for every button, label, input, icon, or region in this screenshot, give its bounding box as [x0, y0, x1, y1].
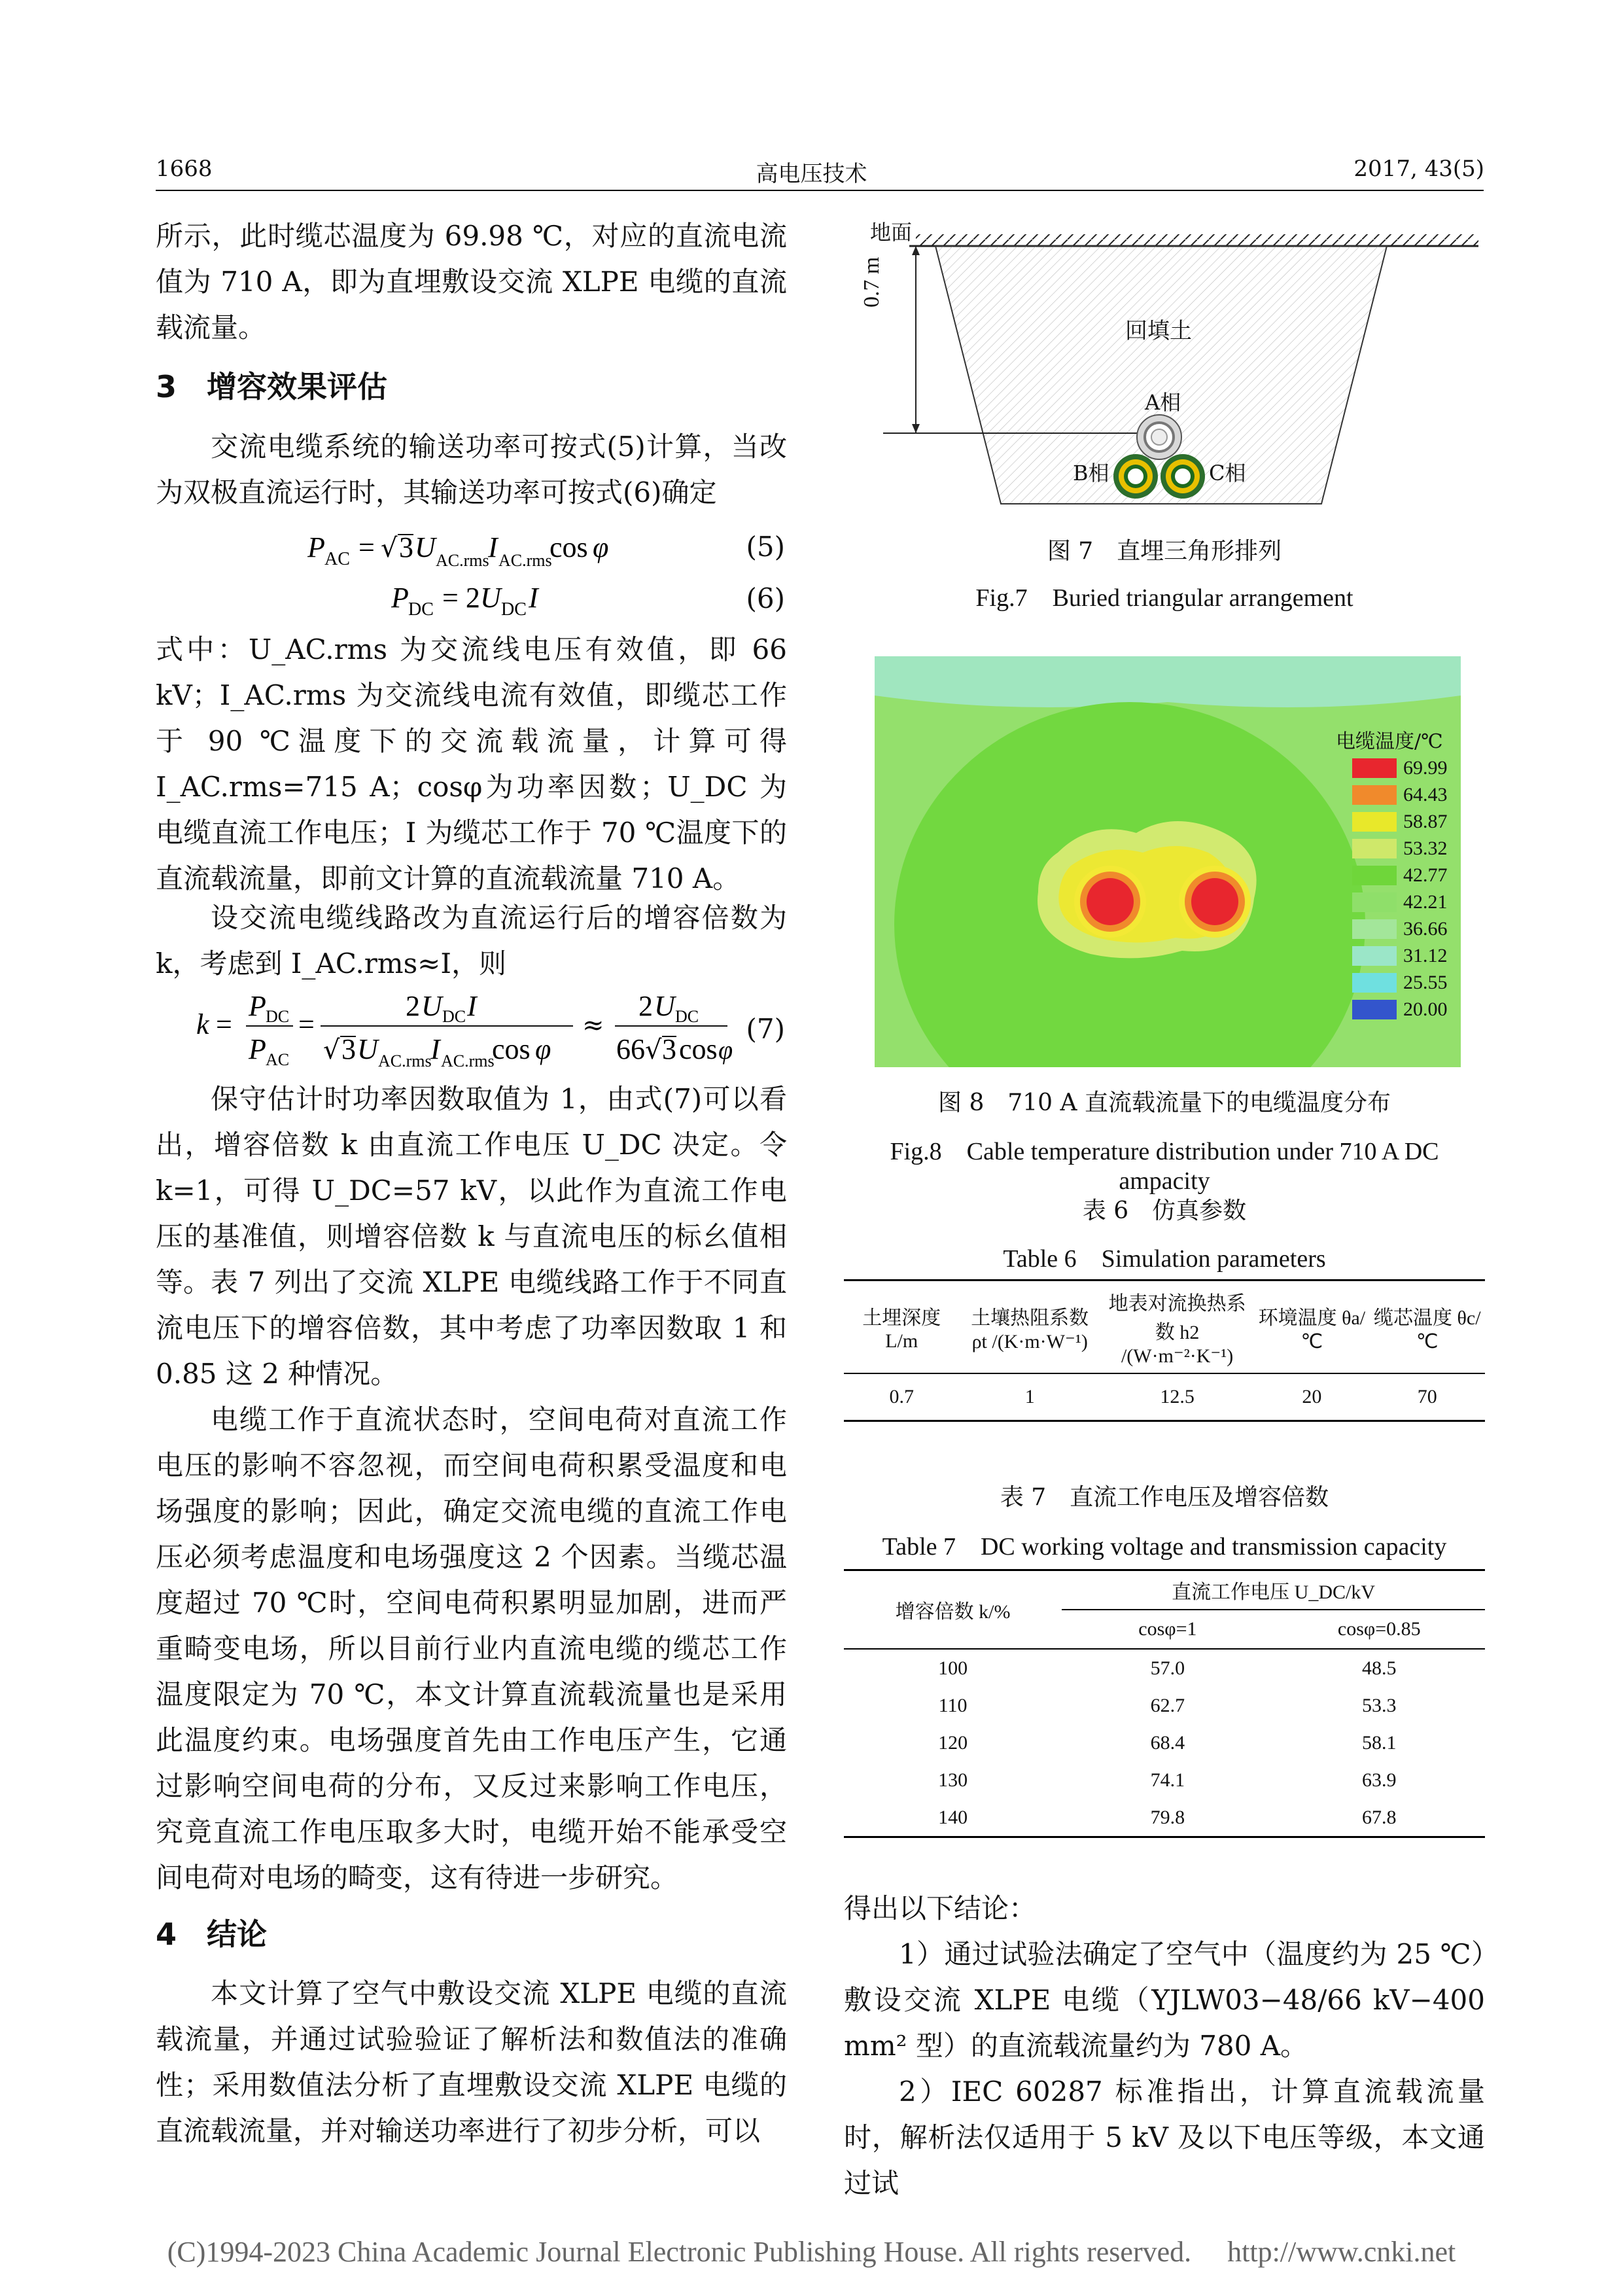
- cable-c: [1161, 454, 1205, 499]
- svg-text:≈: ≈: [582, 1010, 604, 1040]
- table6-header-resistivity: 土壤热阻系数 ρt /(K·m·W⁻¹): [971, 1307, 1089, 1352]
- left-column: [156, 213, 787, 351]
- svg-text:cos: cos: [550, 531, 588, 563]
- svg-text:AC.rms: AC.rms: [436, 551, 489, 570]
- svg-text:P: P: [391, 582, 409, 614]
- svg-text:3: 3: [399, 531, 413, 563]
- para-s3-1: 交流电缆系统的输送功率可按式(5)计算，当改为双极直流运行时，其输送功率可按式(6)确定: [156, 431, 787, 508]
- legend-swatch: [1352, 973, 1397, 993]
- table6-cell-convection: 12.5: [1160, 1386, 1195, 1407]
- svg-text:√: √: [323, 1035, 340, 1065]
- svg-text:I: I: [467, 990, 477, 1022]
- legend-value: 25.55: [1403, 971, 1448, 993]
- page-number: 1668: [156, 156, 213, 182]
- legend-value: 53.32: [1403, 837, 1448, 859]
- legend-entry: [1352, 942, 1448, 969]
- legend-value: 69.99: [1403, 756, 1448, 779]
- equation-6: [391, 576, 785, 622]
- table-row: [844, 1761, 1485, 1799]
- section-4-title: 4 结论: [156, 1916, 268, 1952]
- table6-header-core: 缆芯温度 θc/℃: [1374, 1307, 1481, 1352]
- equation-5-render: [307, 525, 785, 571]
- svg-text:cos: cos: [679, 1033, 718, 1065]
- svg-text:DC: DC: [266, 1007, 290, 1026]
- svg-text:U: U: [357, 1033, 378, 1065]
- legend-entry: [1352, 862, 1448, 889]
- table-cell: 120: [938, 1731, 968, 1754]
- para-conclusion: 本文计算了空气中敷设交流 XLPE 电缆的直流载流量，并通过试验验证了解析法和数值法的准确性；采用数值法分析了直埋敷设交流 XLPE 电缆的直流载流量，并对输送功率进行了初步分析，可以: [156, 1977, 787, 2147]
- legend-value: 42.77: [1403, 864, 1448, 886]
- legend-swatch: [1352, 1000, 1397, 1019]
- svg-text:= 2: = 2: [442, 582, 480, 614]
- legend-entry: [1352, 835, 1448, 862]
- svg-text:AC: AC: [324, 549, 350, 569]
- table-cell: 79.8: [1150, 1806, 1185, 1828]
- legend-swatch: [1352, 866, 1397, 885]
- para-space-charge: 电缆工作于直流状态时，空间电荷对直流工作电压的影响不容忽视，而空间电荷积累受温度和电场强度的影响；因此，确定交流电缆的直流工作电压必须考虑温度和电场强度这 2 个因素。当缆芯温度超过 70 ℃时，空间电荷积累明显加剧，进而严重畸变电场，所以目前行业内直流电缆的缆芯工作温度限定为 70 ℃，本文计算直流载流量也是采用此温度约束。电场强度首先由工作电压产生，它通过影响空间电荷的分布，又反过来影响工作电压，究竟直流工作电压取多大时，电缆开始不能承受空间电荷对电场的畸变，这有待进一步研究。: [156, 1404, 787, 1894]
- legend-value: 31.12: [1403, 944, 1448, 966]
- issue-info: 2017, 43(5): [1353, 156, 1484, 182]
- fig7-caption-en: Fig.7 Buried triangular arrangement: [975, 584, 1353, 612]
- legend-swatch: [1352, 919, 1397, 939]
- legend: [1352, 754, 1448, 1023]
- journal-name: 高电压技术: [756, 161, 867, 187]
- svg-text:3: 3: [341, 1033, 356, 1065]
- legend-swatch: [1352, 892, 1397, 912]
- svg-text:DC: DC: [408, 599, 434, 620]
- svg-text:AC: AC: [266, 1050, 290, 1069]
- equation-7-number: (7): [746, 1013, 785, 1045]
- equation-7-render: [196, 981, 733, 1073]
- svg-text:φ: φ: [593, 531, 609, 563]
- legend-entry: [1352, 754, 1448, 781]
- table-cell: 53.3: [1362, 1694, 1397, 1716]
- svg-text:2: 2: [406, 990, 420, 1022]
- table-cell: 57.0: [1150, 1657, 1185, 1679]
- table7-body: [844, 1650, 1485, 1836]
- table-cell: 130: [938, 1769, 968, 1791]
- equation-6-render: [391, 576, 653, 622]
- svg-text:=: =: [216, 1008, 232, 1040]
- svg-text:√: √: [645, 1035, 662, 1065]
- svg-text:DC: DC: [501, 599, 527, 620]
- svg-text:φ: φ: [535, 1033, 551, 1065]
- table7-header-cos1: cosφ=1: [1138, 1618, 1197, 1640]
- para-where: 式中：U_AC.rms 为交流线电压有效值，即 66 kV；I_AC.rms 为交流线电流有效值，即缆芯工作于 90 ℃温度下的交流载流量，计算可得 I_AC.rms=715 A；cosφ为功率因数；U_DC 为电缆直流工作电压；I 为缆芯工作于 70 ℃温度下的直流载流量，即前文计算的直流载流量 710 A。: [156, 633, 787, 894]
- table7-caption-cn: 表 7 直流工作电压及增容倍数: [1000, 1484, 1329, 1511]
- fig8-caption-cn: 图 8 710 A 直流载流量下的电缆温度分布: [938, 1089, 1391, 1116]
- table7-header-k: 增容倍数 k/%: [895, 1601, 1011, 1623]
- legend-swatch: [1352, 839, 1397, 858]
- svg-text:U: U: [415, 531, 436, 563]
- svg-text:U: U: [421, 990, 442, 1022]
- para-power-factor: 保守估计时功率因数取值为 1，由式(7)可以看出，增容倍数 k 由直流工作电压 U_DC 决定。令 k=1，可得 U_DC=57 kV，以此作为直流工作电压的基准值，则增容倍数 k 与直流电压的标幺值相等。: [156, 1083, 787, 1298]
- table-cell: 67.8: [1362, 1806, 1397, 1828]
- svg-text:P: P: [307, 531, 325, 563]
- legend-swatch: [1352, 946, 1397, 966]
- table6-cell-depth: 0.7: [889, 1386, 914, 1407]
- para-intro: 所示，此时缆芯温度为 69.98 ℃，对应的直流电流值为 710 A，即为直埋敷设交流 XLPE 电缆的直流载流量。: [156, 220, 787, 344]
- table7-caption-en: Table 7 DC working voltage and transmission capacity: [882, 1533, 1447, 1561]
- equation-6-number: (6): [746, 582, 785, 614]
- table6-header-ambient: 环境温度 θa/℃: [1258, 1307, 1366, 1352]
- cable-b: [1113, 454, 1158, 499]
- legend-value: 58.87: [1403, 810, 1448, 832]
- legend-swatch: [1352, 758, 1397, 778]
- svg-text:=: =: [358, 531, 375, 563]
- equation-5: [307, 525, 785, 571]
- table7-header-cos085: cosφ=0.85: [1337, 1618, 1421, 1640]
- table6-cell-resistivity: 1: [1024, 1386, 1035, 1407]
- legend-swatch: [1352, 812, 1397, 832]
- legend-entry: [1352, 781, 1448, 808]
- table6-cell-core: 70: [1417, 1386, 1437, 1407]
- figure-7-diagram: [844, 216, 1485, 530]
- table-row: [844, 1687, 1485, 1724]
- legend-entry: [1352, 808, 1448, 835]
- svg-text:I: I: [529, 582, 538, 614]
- legend-value: 20.00: [1403, 998, 1448, 1020]
- para-table7-intro: 表 7 列出了交流 XLPE 电缆线路工作于不同直流电压下的增容倍数，其中考虑了功率因数取 1 和 0.85 这 2 种情况。: [156, 1266, 787, 1390]
- svg-text:66: 66: [616, 1033, 645, 1065]
- table-cell: 58.1: [1362, 1731, 1397, 1754]
- phase-b-label: B相: [1073, 461, 1109, 486]
- copyright-footer: (C)1994-2023 China Academic Journal Electronic Publishing House. All rights reserved. http://www.cnki.net: [167, 2236, 1456, 2268]
- table6-caption-cn: 表 6 仿真参数: [1082, 1197, 1247, 1224]
- figure-8-heatmap: [875, 656, 1461, 1067]
- table6-header-depth: 土埋深度 L/m: [862, 1307, 941, 1352]
- conclusion-item-2: 2）IEC 60287 标准指出，计算直流载流量时，解析法仅适用于 5 kV 及以下电压等级，本文通过试: [844, 2075, 1485, 2199]
- para-k: 设交流电缆线路改为直流运行后的增容倍数为 k，考虑到 I_AC.rms≈I，则: [156, 902, 787, 980]
- svg-text:P: P: [249, 990, 266, 1022]
- legend-entry: [1352, 889, 1448, 915]
- svg-text:AC.rms: AC.rms: [441, 1051, 495, 1070]
- svg-text:P: P: [249, 1033, 266, 1065]
- table-cell: 68.4: [1150, 1731, 1185, 1754]
- table-cell: 140: [938, 1806, 968, 1828]
- svg-text:U: U: [654, 990, 675, 1022]
- table-cell: 74.1: [1150, 1769, 1185, 1791]
- depth-label: 0.7 m: [860, 256, 884, 308]
- phase-c-label: C相: [1209, 461, 1246, 486]
- conclusion-item-1: 1）通过试验法确定了空气中（温度约为 25 ℃）敷设交流 XLPE 电缆（YJLW03−48/66 kV−400 mm² 型）的直流载流量约为 780 A。: [844, 1938, 1485, 2062]
- svg-text:I: I: [488, 531, 498, 563]
- svg-text:DC: DC: [442, 1007, 466, 1026]
- legend-swatch: [1352, 785, 1397, 805]
- equation-5-number: (5): [746, 531, 785, 563]
- backfill-label: 回填土: [1125, 318, 1192, 344]
- legend-value: 42.21: [1403, 891, 1448, 913]
- table-row: [844, 1724, 1485, 1761]
- table-cell: 62.7: [1150, 1694, 1185, 1716]
- table-cell: 110: [938, 1694, 968, 1716]
- conclusion-lead: 得出以下结论：: [844, 1892, 1037, 1924]
- header-rule: [156, 190, 1484, 191]
- table-row: [844, 1650, 1485, 1687]
- ground-label: 地面: [870, 220, 913, 245]
- legend-entry: [1352, 969, 1448, 996]
- table6-caption-en: Table 6 Simulation parameters: [1003, 1245, 1326, 1273]
- fig8-caption-en: Fig.8 Cable temperature distribution under 710 A DC ampacity: [890, 1138, 1439, 1195]
- table-cell: 63.9: [1362, 1769, 1397, 1791]
- svg-text:U: U: [480, 582, 501, 614]
- table-6: [844, 1279, 1485, 1422]
- equation-7: [196, 981, 785, 1073]
- svg-text:3: 3: [662, 1033, 676, 1065]
- svg-text:φ: φ: [718, 1035, 733, 1065]
- table-cell: 100: [938, 1657, 968, 1679]
- legend-entry: [1352, 915, 1448, 942]
- svg-text:DC: DC: [675, 1007, 699, 1026]
- table6-cell-ambient: 20: [1302, 1386, 1322, 1407]
- legend-value: 36.66: [1403, 917, 1448, 940]
- svg-text:k: k: [196, 1008, 209, 1040]
- svg-text:2: 2: [638, 990, 653, 1022]
- table-row: [844, 1799, 1485, 1836]
- svg-text:AC.rms: AC.rms: [498, 551, 552, 570]
- table-cell: 48.5: [1362, 1657, 1397, 1679]
- legend-entry: [1352, 996, 1448, 1023]
- phase-a-label: A相: [1145, 390, 1181, 415]
- svg-text:I: I: [430, 1033, 440, 1065]
- legend-title: 电缆温度/℃: [1336, 730, 1443, 753]
- section-3-title: 3 增容效果评估: [156, 369, 388, 404]
- fig7-caption-cn: 图 7 直埋三角形排列: [1047, 538, 1282, 565]
- svg-text:√: √: [381, 533, 398, 563]
- table7-header-group: 直流工作电压 U_DC/kV: [1062, 1571, 1485, 1610]
- table-7: [844, 1569, 1485, 1838]
- svg-text:=: =: [298, 1008, 315, 1040]
- cable-a: [1137, 415, 1181, 459]
- svg-text:cos: cos: [492, 1033, 531, 1065]
- svg-text:AC.rms: AC.rms: [378, 1051, 432, 1070]
- legend-value: 64.43: [1403, 783, 1448, 805]
- figure-7: [844, 216, 1485, 530]
- table6-header-convection: 地表对流换热系数 h2 /(W·m⁻²·K⁻¹): [1108, 1292, 1246, 1367]
